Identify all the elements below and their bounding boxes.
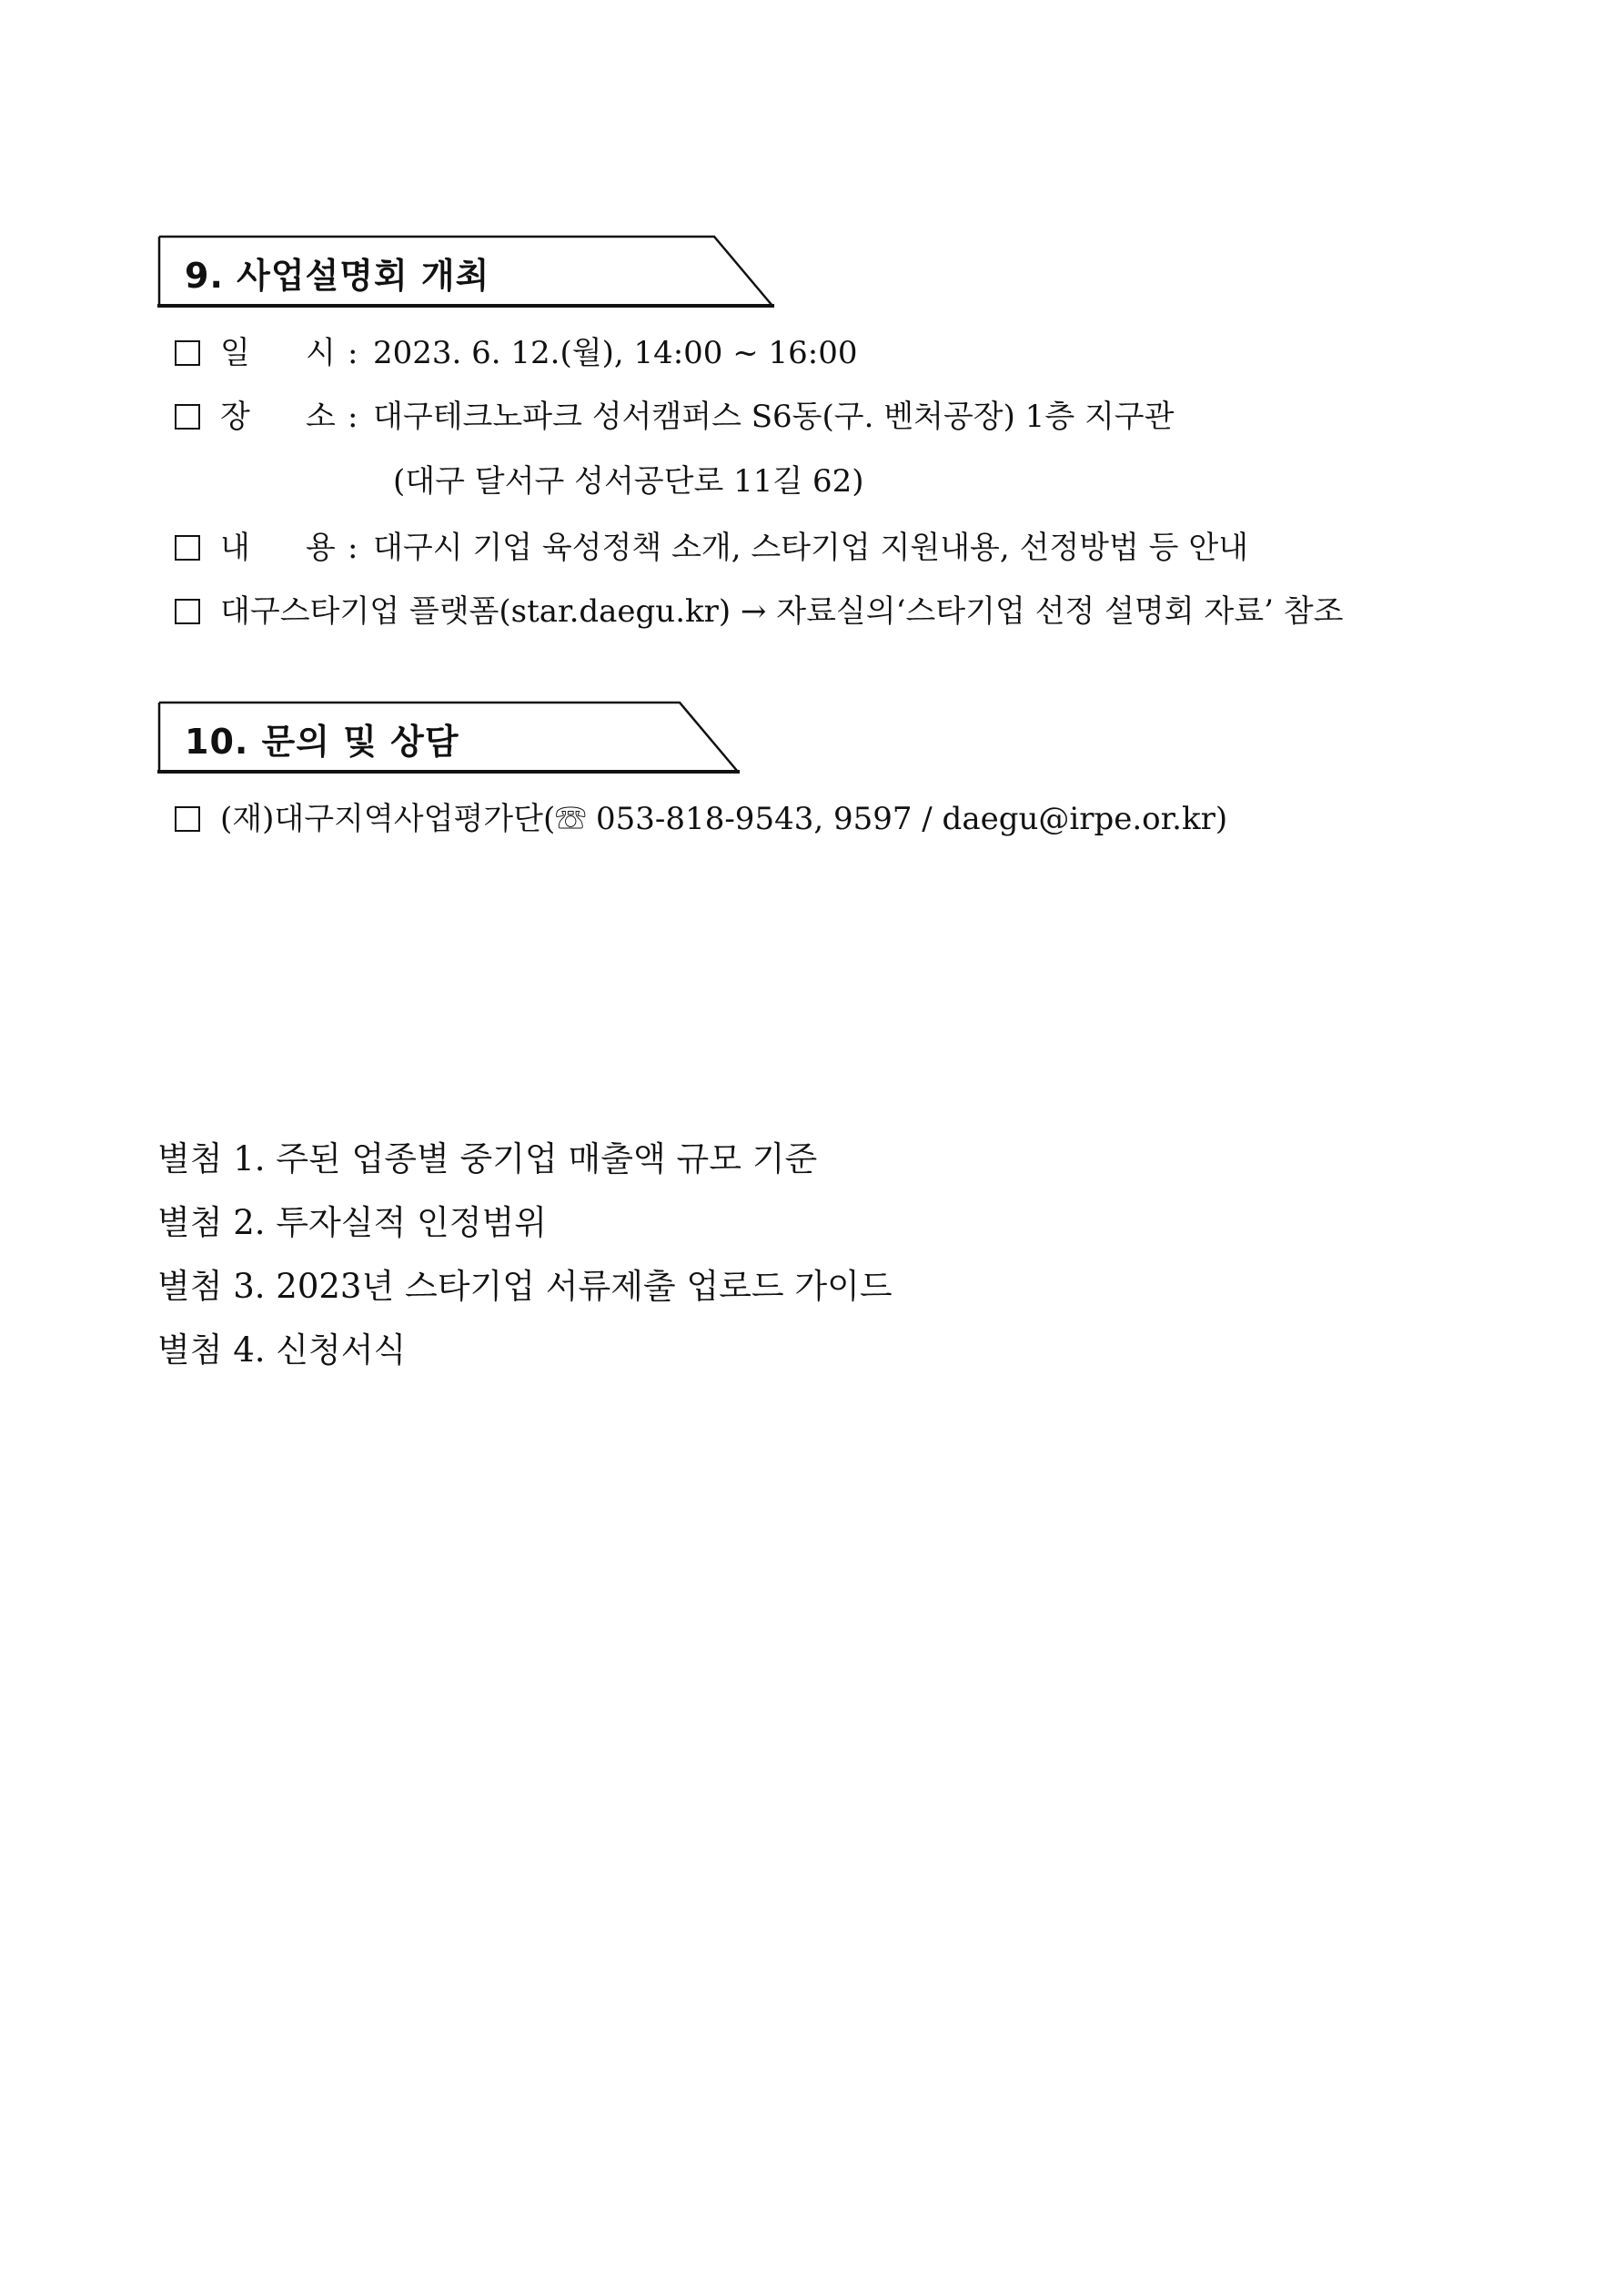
content-line: [175, 528, 1248, 568]
colon: :: [348, 399, 358, 435]
venue-label: 장 소: [220, 399, 336, 435]
colon: :: [348, 335, 358, 371]
venue-value: 대구테크노파크 성서캠퍼스 S6동(구. 벤처공장) 1층 지구관: [373, 399, 1175, 435]
section-9-header: [157, 235, 776, 308]
content-label: 내 용: [220, 530, 336, 566]
venue-line: [175, 397, 1175, 437]
attachment-item: 별첨 1. 주된 업종별 중기업 매출액 규모 기준: [157, 1139, 818, 1178]
checkbox-square-icon: [175, 599, 200, 624]
section-10-header: [157, 701, 740, 774]
attachment-item: 별첨 4. 신청서식: [157, 1330, 407, 1370]
contact-text: (재)대구지역사업평가단(☏ 053-818-9543, 9597 / daegu@irpe.or.kr): [220, 801, 1228, 837]
contact-line: [175, 799, 1227, 839]
platform-text: 대구스타기업 플랫폼(star.daegu.kr) → 자료실의‘스타기업 선정 설명회 자료’ 참조: [220, 593, 1344, 630]
section-10-title: 10. 문의 및 상담: [185, 722, 459, 762]
content-value: 대구시 기업 육성정책 소개, 스타기업 지원내용, 선정방법 등 안내: [373, 530, 1249, 566]
schedule-date-value: 2023. 6. 12.(월), 14:00 ~ 16:00: [373, 335, 858, 371]
checkbox-square-icon: [175, 806, 200, 832]
attachment-item: 별첨 2. 투자실적 인정범위: [157, 1203, 548, 1242]
schedule-date-line: [175, 333, 858, 373]
checkbox-square-icon: [175, 535, 200, 561]
section-9-title: 9. 사업설명회 개최: [185, 256, 490, 296]
schedule-date-label: 일 시: [220, 335, 336, 371]
checkbox-square-icon: [175, 340, 200, 366]
checkbox-square-icon: [175, 404, 200, 430]
platform-line: [175, 592, 1343, 632]
attachment-item: 별첨 3. 2023년 스타기업 서류제출 업로드 가이드: [157, 1267, 893, 1306]
venue-address-line: (대구 달서구 성서공단로 11길 62): [393, 463, 864, 500]
colon: :: [348, 530, 358, 566]
